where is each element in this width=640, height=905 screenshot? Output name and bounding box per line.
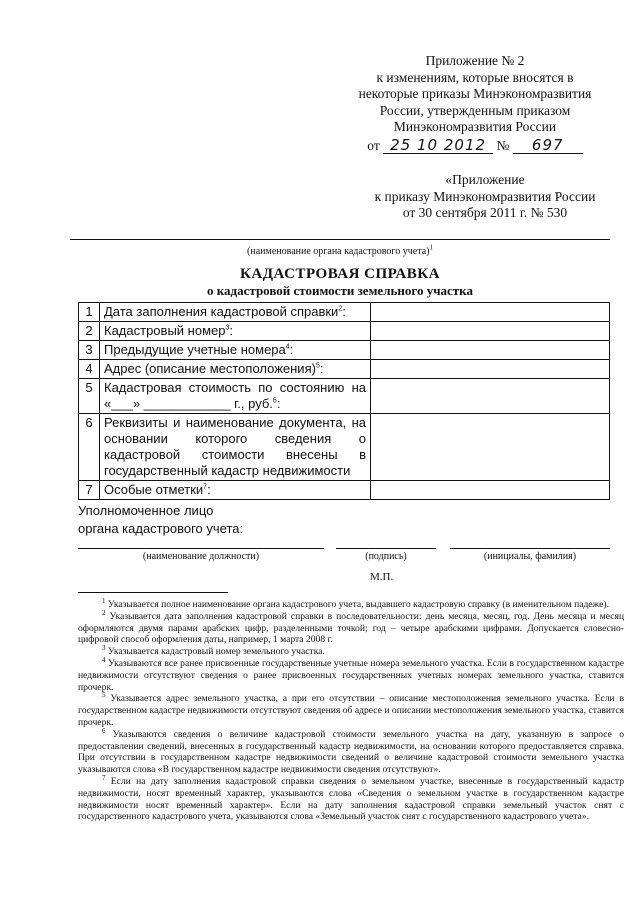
table-row [79, 303, 610, 322]
appendix2-header [360, 172, 610, 222]
row-label: Адрес (описание местоположения)$^5$: [100, 360, 371, 379]
appendix-line4: России, утвержденным приказом [379, 102, 571, 118]
row-value [371, 360, 610, 379]
row-number: 6 [79, 414, 100, 481]
signature-line [336, 548, 436, 549]
footnote: $^6$ Указываются сведения о величине кадастровой стоимости земельного участка на дату, указанную в запросе о предоставлении сведений, внесенных в государственный кадастр недвижимости, на основании которого предоставляется справка. При отсутствии в государственном кадастре недвижимости сведений о величине кадастровой стоимости земельного участка указываются слова «В государственном кадастре недвижимости сведения отсутствуют». [78, 726, 624, 776]
organ-name-line [70, 239, 610, 240]
footnote: $^2$ Указывается дата заполнения кадастровой справки в последовательности: день месяца, месяц, год. День месяца и месяц оформляются двумя парами арабских цифр, разделенными точкой; год – четыре арабскими цифрами. Допускается словесно-цифровой способ оформления даты, например, 1 марта 2008 г. [78, 608, 624, 646]
appendix2-line2: к приказу Минэкономразвития России [374, 188, 596, 204]
from-label: от [367, 137, 380, 153]
row-number: 2 [79, 322, 100, 341]
handwritten-number: 697 [513, 137, 583, 155]
position-caption: (наименование должности) [142, 551, 260, 562]
footnote: $^7$ Если на дату заполнения кадастровой справки сведения о земельном участке, внесенные в государственный кадастр недвижимости, носят временный характер, указываются слова «Сведения о земельном участке в государственном кадастре недвижимости носят временный характер». Если на дату заполнения кадастровой справки земельный участок снят с государственного кадастрового учета, указываются слова «Земельный участок снят с государственного кадастрового учета». [78, 773, 624, 823]
row-value [371, 341, 610, 360]
appendix-line1: Приложение № 2 [425, 53, 525, 68]
document-title: КАДАСТРОВАЯ СПРАВКА [240, 266, 440, 282]
row-value [371, 481, 610, 500]
initials-line [450, 548, 610, 549]
row-label: Дата заполнения кадастровой справки$^2$: [100, 303, 371, 322]
row-value [371, 322, 610, 341]
stamp-place: М.П. [370, 571, 394, 583]
footnote: $^4$ Указываются все ранее присвоенные государственные учетные номера земельного участка. Если в государственном кадастре недвижимости отсутствуют сведения о ранее присвоенных государственных учетных номерах земельного участка, ставится прочерк. [78, 655, 624, 693]
organ-caption-sup: 1 [429, 243, 433, 252]
cadastral-table [78, 302, 610, 500]
row-label: Кадастровая стоимость по состоянию на «___» ____________ г., руб.$^6$: [100, 379, 371, 414]
initials-caption: (инициалы, фамилия) [483, 551, 577, 562]
table-row [79, 322, 610, 341]
position-line [78, 548, 324, 549]
row-number: 4 [79, 360, 100, 379]
row-label: Особые отметки$^7$: [100, 481, 371, 500]
table-row [79, 341, 610, 360]
appendix-header [340, 53, 610, 154]
footnote: $^1$ Указывается полное наименование органа кадастрового учета, выдавшего кадастровую справку (в именительном падеже). [102, 596, 609, 610]
table-row [79, 379, 610, 414]
official-line1: Уполномоченное лицо [78, 503, 214, 518]
row-number: 3 [79, 341, 100, 360]
row-label: Реквизиты и наименование документа, на основании которого сведения о кадастровой стоимости внесены в государственный кадастр недвижимости [100, 414, 371, 481]
document-subtitle: о кадастровой стоимости земельного участка [207, 283, 473, 298]
row-value [371, 379, 610, 414]
number-label: № [496, 137, 510, 153]
row-number: 5 [79, 379, 100, 414]
appendix-line2: к изменениям, которые вносятся в [376, 69, 574, 85]
appendix-line5: Минэкономразвития России [393, 119, 557, 134]
footnotes [78, 596, 624, 823]
row-number: 1 [79, 303, 100, 322]
organ-caption-text: (наименование органа кадастрового учета) [247, 246, 430, 257]
handwritten-date: 25 10 2012 [383, 137, 493, 155]
row-value [371, 303, 610, 322]
appendix2-line1: «Приложение [445, 172, 525, 187]
appendix2-line3: от 30 сентября 2011 г. № 530 [402, 205, 568, 220]
official-line2: органа кадастрового учета: [78, 521, 244, 536]
table-row [79, 481, 610, 500]
row-number: 7 [79, 481, 100, 500]
appendix-line3: некоторые приказы Минэкономразвития [358, 86, 592, 101]
official-block [78, 502, 243, 538]
table-row [79, 414, 610, 481]
table-row [79, 360, 610, 379]
row-label: Кадастровый номер$^3$: [100, 322, 371, 341]
appendix-date-line [340, 137, 610, 155]
signature-caption: (подпись) [365, 551, 407, 562]
footnote: $^3$ Указывается кадастровый номер земельного участка. [102, 644, 325, 658]
footnote-separator [78, 592, 228, 593]
organ-caption [70, 243, 610, 257]
footnote: $^5$ Указывается адрес земельного участка, а при его отсутствии – описание местоположения земельного участка. Если в государственном кадастре недвижимости отсутствуют сведения об адресе и описании местоположения земельного участка, ставится прочерк. [78, 691, 624, 728]
row-label: Предыдущие учетные номера$^4$: [100, 341, 371, 360]
row-value [371, 414, 610, 481]
